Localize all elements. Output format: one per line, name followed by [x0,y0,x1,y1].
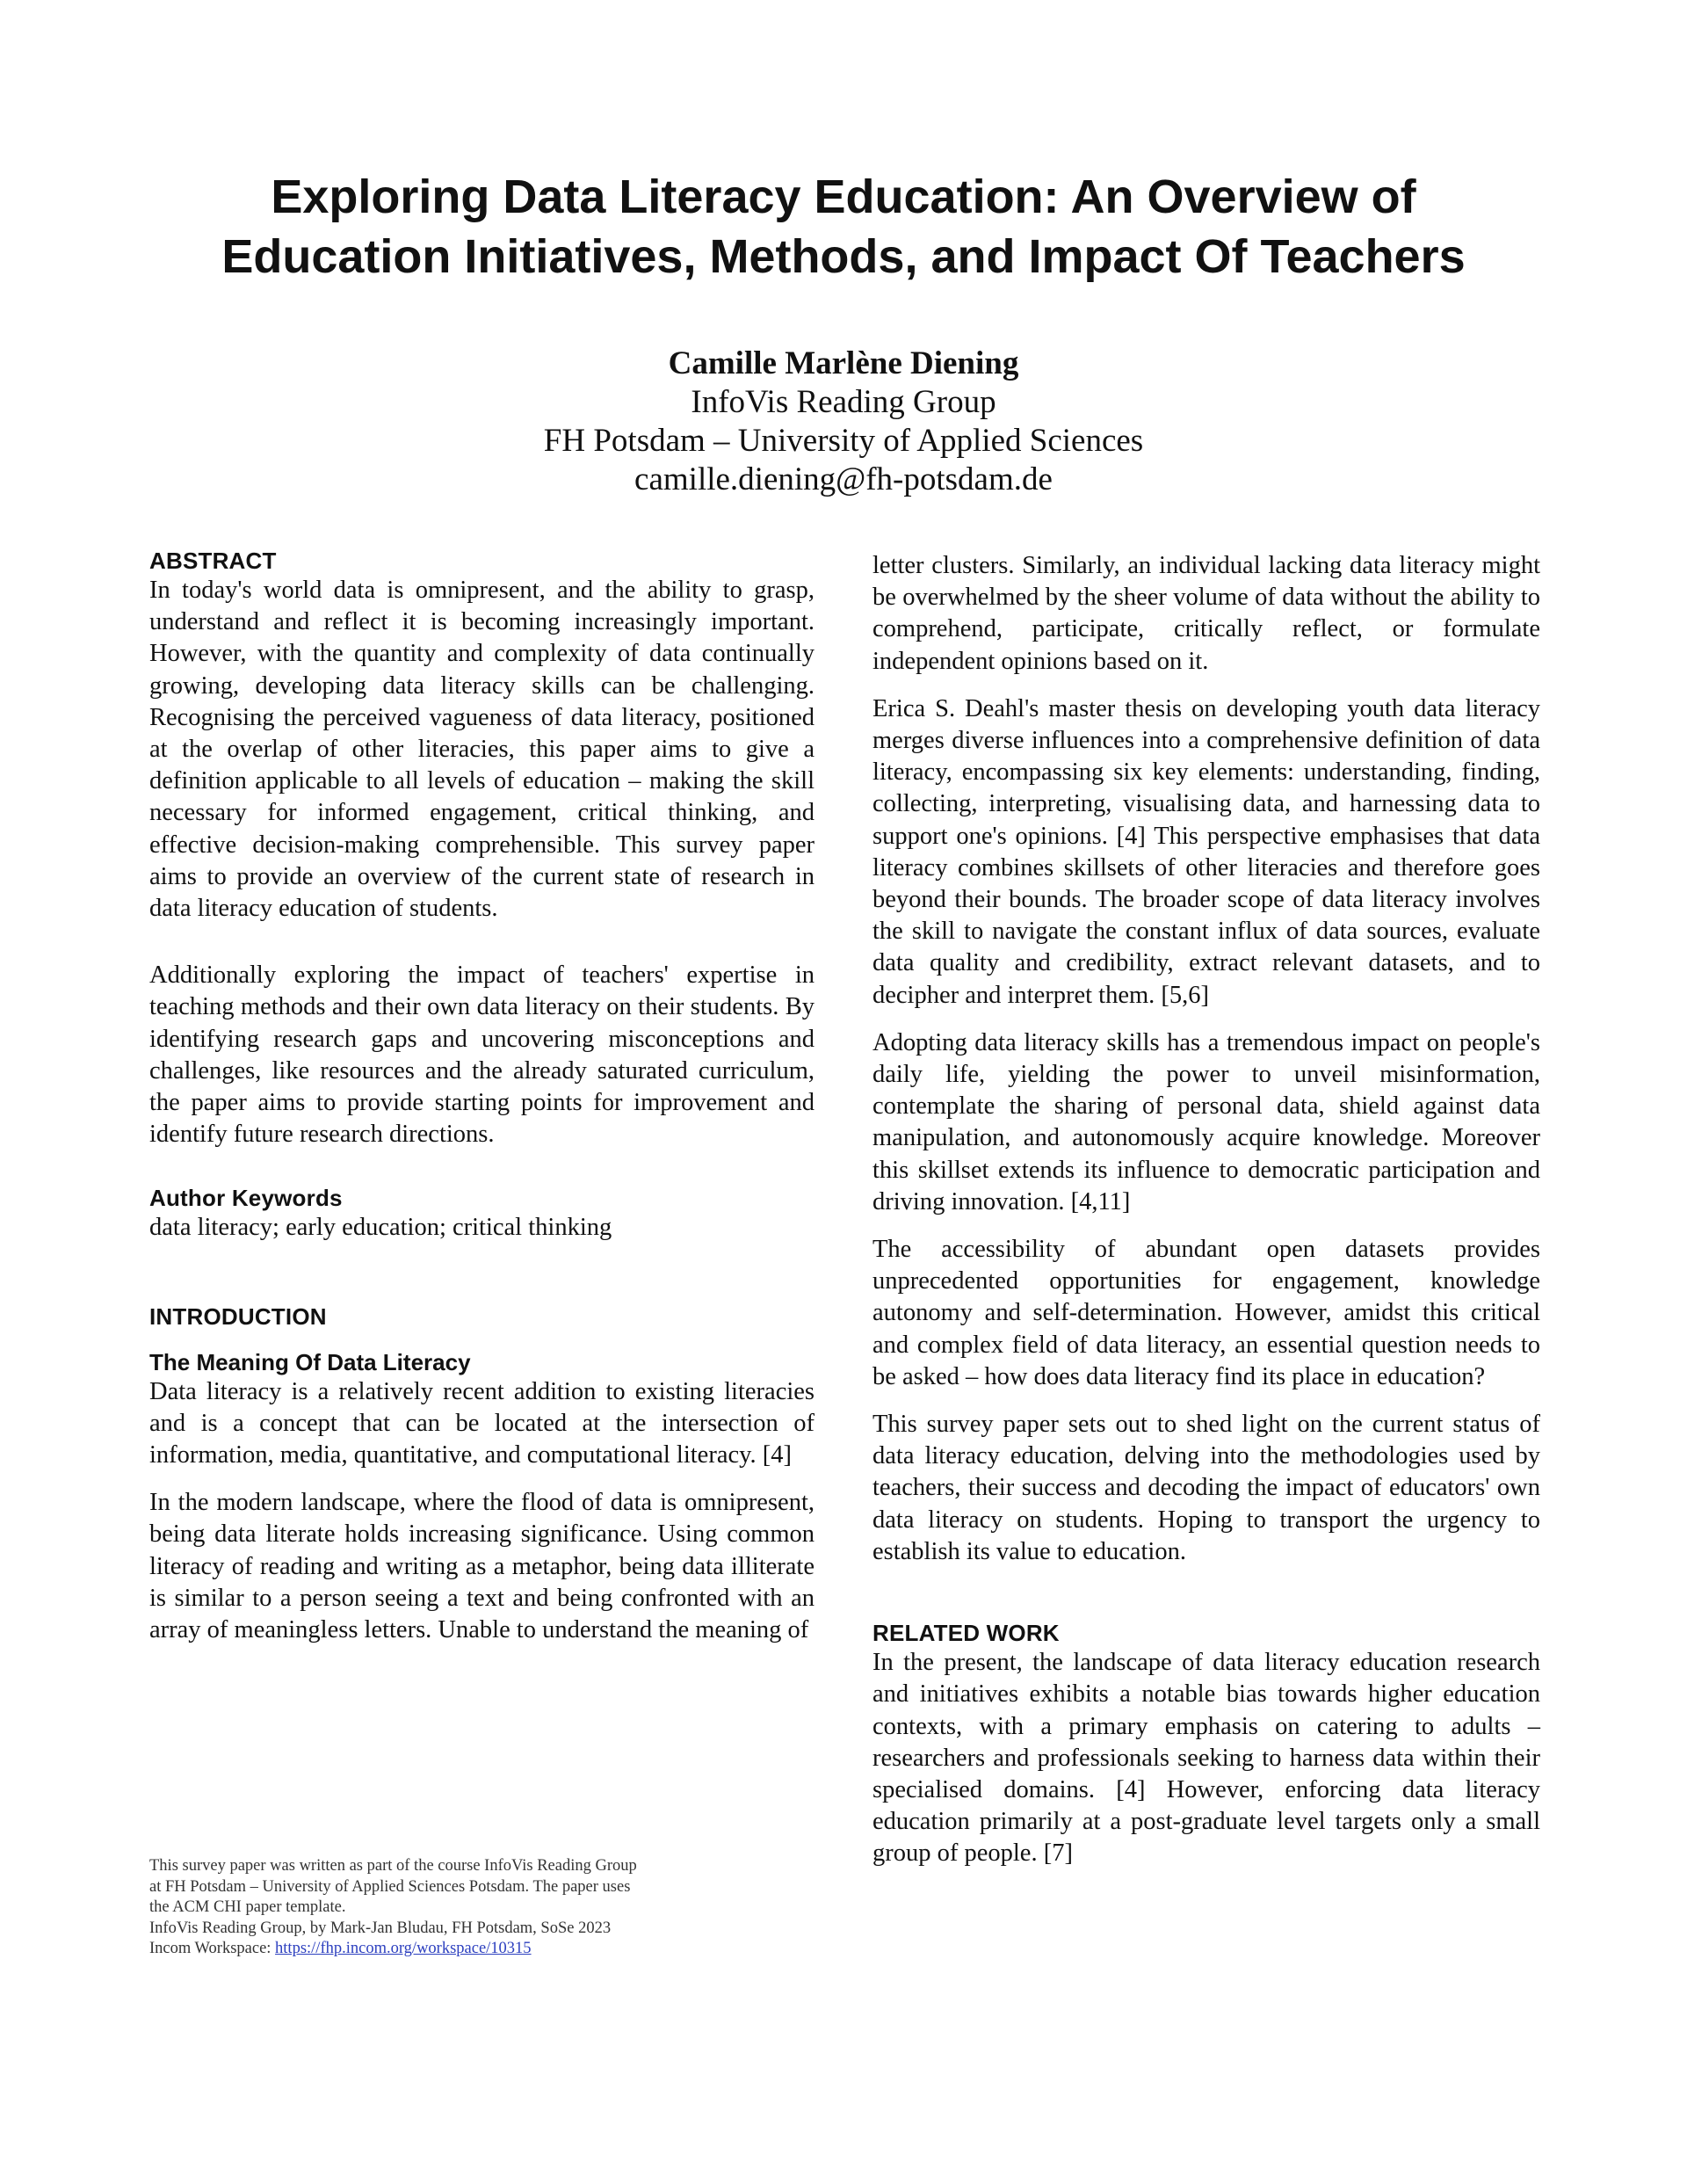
introduction-paragraph-1: Data literacy is a relatively recent addition to existing literacies and is a concept that can be located at the intersection of information, media, quantitative, and computational literacy. [4] [149,1377,815,1469]
copyright-footnote [149,1856,817,1960]
author-institution: FH Potsdam – University of Applied Sciences [543,423,1144,459]
keywords-heading: Author Keywords [149,1185,343,1212]
right-paragraph-4: The accessibility of abundant open datasets provides unprecedented opportunities for engagement, knowledge autonomy and self-determination. However, amidst this critical and complex field of data literacy, an essential question needs to be asked – how does data literacy find its place in education? [872,1236,1540,1390]
right-paragraph-5: This survey paper sets out to shed light on the current status of data literacy education, delving into the methodologies used by teachers, their success and decoding the impact of educators' own data literacy on students. Hoping to transport the urgency to establish its value to education. [872,1411,1540,1565]
left-column [149,547,815,1662]
introduction-heading: INTRODUCTION [149,1302,327,1330]
paper-title-line-2: Education Initiatives, Methods, and Impact Of Teachers [221,230,1466,283]
abstract-paragraph-1: In today's world data is omnipresent, and the ability to grasp, understand and reflect it is becoming increasingly important. However, with the quantity and complexity of data continually growing, developing data literacy skills can be challenging. Recognising the perceived vagueness of data literacy, positioned at the overlap of other literacies, this paper aims to give a definition applicable to all levels of education – making the skill necessary for informed engagement, critical thinking, and effective decision-making comprehensible. This survey paper aims to provide an overview of the current state of research in data literacy education of students. [149,577,815,923]
abstract-paragraph-2: Additionally exploring the impact of teachers' expertise in teaching methods and their own data literacy on their students. By identifying research gaps and uncovering misconceptions and challenges, like resources and the already saturated curriculum, the paper aims to provide starting points for improvement and identify future research directions. [149,961,815,1149]
author-name: Camille Marlène Diening [668,345,1019,381]
paper-title [132,167,1555,287]
footnote-line-1: This survey paper was written as part of the course InfoVis Reading Group [149,1857,637,1875]
introduction-paragraph-2: In the modern landscape, where the flood of data is omnipresent, being data literate holds increasing significance. Using common literacy of reading and writing as a metaphor, being data illiterate is similar to a person seeing a text and being confronted with an array of meaningless letters. Unable to understand the meaning of [149,1489,815,1644]
right-paragraph-1: letter clusters. Similarly, an individual lacking data literacy might be overwhelmed by the sheer volume of data without the ability to comprehend, participate, critically reflect, or formulate independent opinions based on it. [872,552,1540,675]
workspace-link[interactable]: https://fhp.incom.org/workspace/10315 [275,1940,532,1957]
author-group: InfoVis Reading Group [691,384,996,420]
right-paragraph-3: Adopting data literacy skills has a tremendous impact on people's daily life, yielding the power to unveil misinformation, contemplate the sharing of personal data, shield against data manipulation, and autonomously acquire knowledge. Moreover this skillset extends its influence to democratic participation and driving innovation. [4,11] [872,1028,1540,1215]
workspace-label: Incom Workspace: [149,1940,276,1957]
abstract-heading: ABSTRACT [149,548,277,574]
footnote-line-4: InfoVis Reading Group, by Mark-Jan Bludau, FH Potsdam, SoSe 2023 [149,1919,612,1937]
paper-title-line-1: Exploring Data Literacy Education: An Overview of [271,171,1416,223]
right-paragraph-2: Erica S. Deahl's master thesis on developing youth data literacy merges diverse influences into a comprehensive definition of data literacy, encompassing six key elements: understanding, finding, collecting, interpreting, visualising data, and harnessing data to support one's opinions. [4] This perspective emphasises that data literacy combines skillsets of other literacies and therefore goes beyond their bounds. The broader scope of data literacy involves the skill to navigate the constant influx of data sources, evaluate data quality and credibility, extract relevant datasets, and to decipher and interpret them. [5,6] [872,694,1540,1009]
related-work-paragraph-1: In the present, the landscape of data literacy education research and initiatives exhibits a notable bias towards higher education contexts, with a primary emphasis on catering to adults – researchers and professionals seeking to harness data within their specialised domains. [4] However, enforcing data literacy education primarily at a post-graduate level targets only a small group of people. [7] [872,1649,1540,1868]
footnote-line-5 [149,1939,817,1960]
introduction-subheading: The Meaning Of Data Literacy [149,1348,471,1375]
footnote-line-2: at FH Potsdam – University of Applied Sciences Potsdam. The paper uses [149,1877,631,1896]
footnote-line-3: the ACM CHI paper template. [149,1898,346,1916]
related-work-heading: RELATED WORK [872,1620,1060,1647]
right-column [872,550,1540,1886]
author-block [316,345,1371,499]
keywords-text: data literacy; early education; critical thinking [149,1214,612,1242]
author-email: camille.diening@fh-potsdam.de [634,461,1053,497]
